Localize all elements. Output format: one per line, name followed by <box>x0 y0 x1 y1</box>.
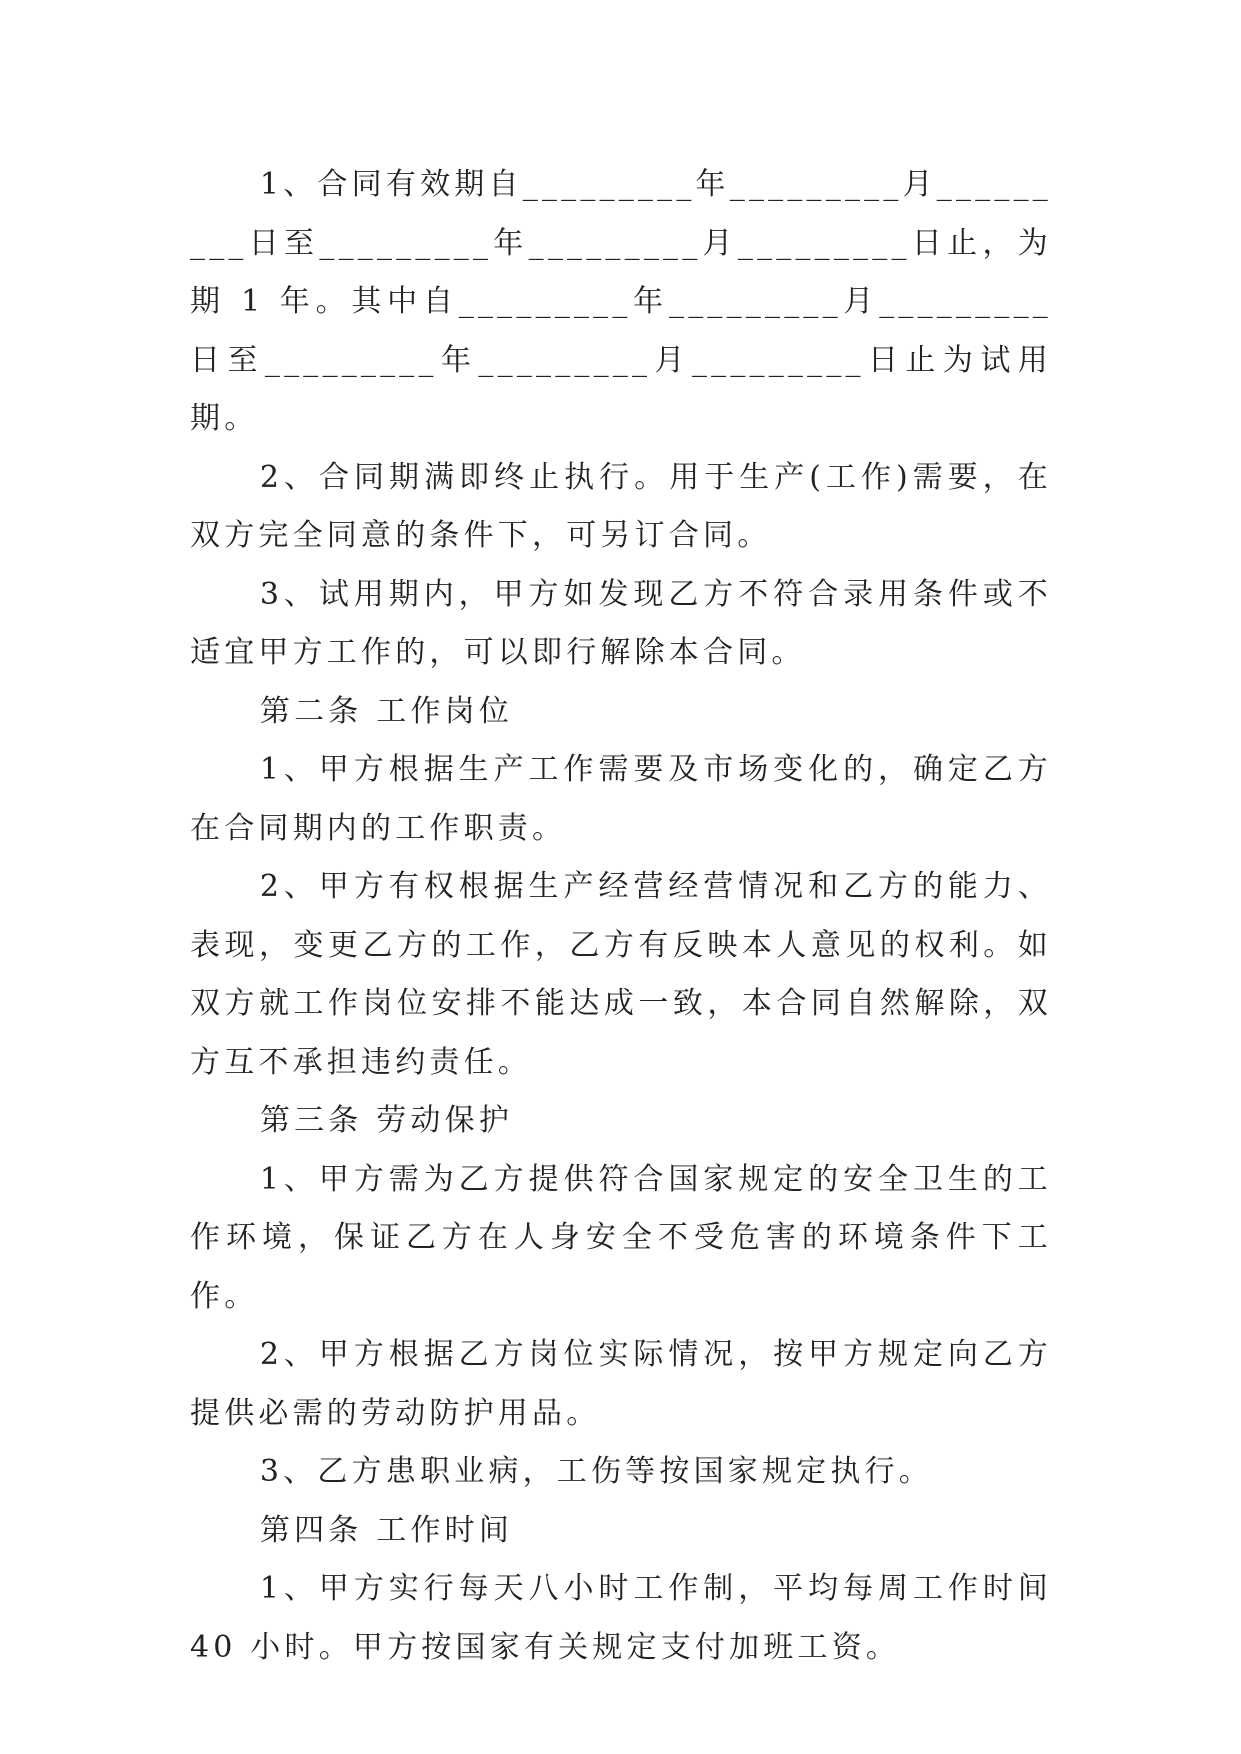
article-2-heading: 第二条 工作岗位 <box>259 693 514 729</box>
article-4-heading: 第四条 工作时间 <box>259 1512 514 1548</box>
article-2-paragraph-2: 2、甲方有权根据生产经营经营情况和乙方的能力、表现，变更乙方的工作，乙方有反映本人意见的权利。如双方就工作岗位安排不能达成一致，本合同自然解除，双方互不承担违约责任。 <box>190 869 1052 1080</box>
article-3-paragraph-3: 3、乙方患职业病，工伤等按国家规定执行。 <box>259 1454 933 1489</box>
article-3-heading: 第三条 劳动保护 <box>259 1103 514 1138</box>
clause-1-paragraph-3: 3、试用期内，甲方如发现乙方不符合录用条件或不适宜甲方工作的，可以即行解除本合同。 <box>190 576 1052 670</box>
article-3-paragraph-1: 1、甲方需为乙方提供符合国家规定的安全卫生的工作环境，保证乙方在人身安全不受危害的环境条件下工作。 <box>190 1161 1052 1314</box>
clause-1-paragraph-2: 2、合同期满即终止执行。用于生产(工作)需要，在双方完全同意的条件下，可另订合同。 <box>190 459 1052 553</box>
clause-1-paragraph-1: 1、合同有效期自_________年_________月_________日至_________年_________月_________日止，为期 1 年。其中自_________年_________月_________日至_________年_________月_________日止为试用期。 <box>190 167 1052 436</box>
article-4-paragraph-1: 1、甲方实行每天八小时工作制，平均每周工作时间 40 小时。甲方按国家有关规定支付加班工资。 <box>190 1571 1052 1665</box>
article-2-paragraph-1: 1、甲方根据生产工作需要及市场变化的，确定乙方在合同期内的工作职责。 <box>190 752 1052 846</box>
document-body <box>190 156 1052 1677</box>
article-3-paragraph-2: 2、甲方根据乙方岗位实际情况，按甲方规定向乙方提供必需的劳动防护用品。 <box>190 1337 1052 1431</box>
